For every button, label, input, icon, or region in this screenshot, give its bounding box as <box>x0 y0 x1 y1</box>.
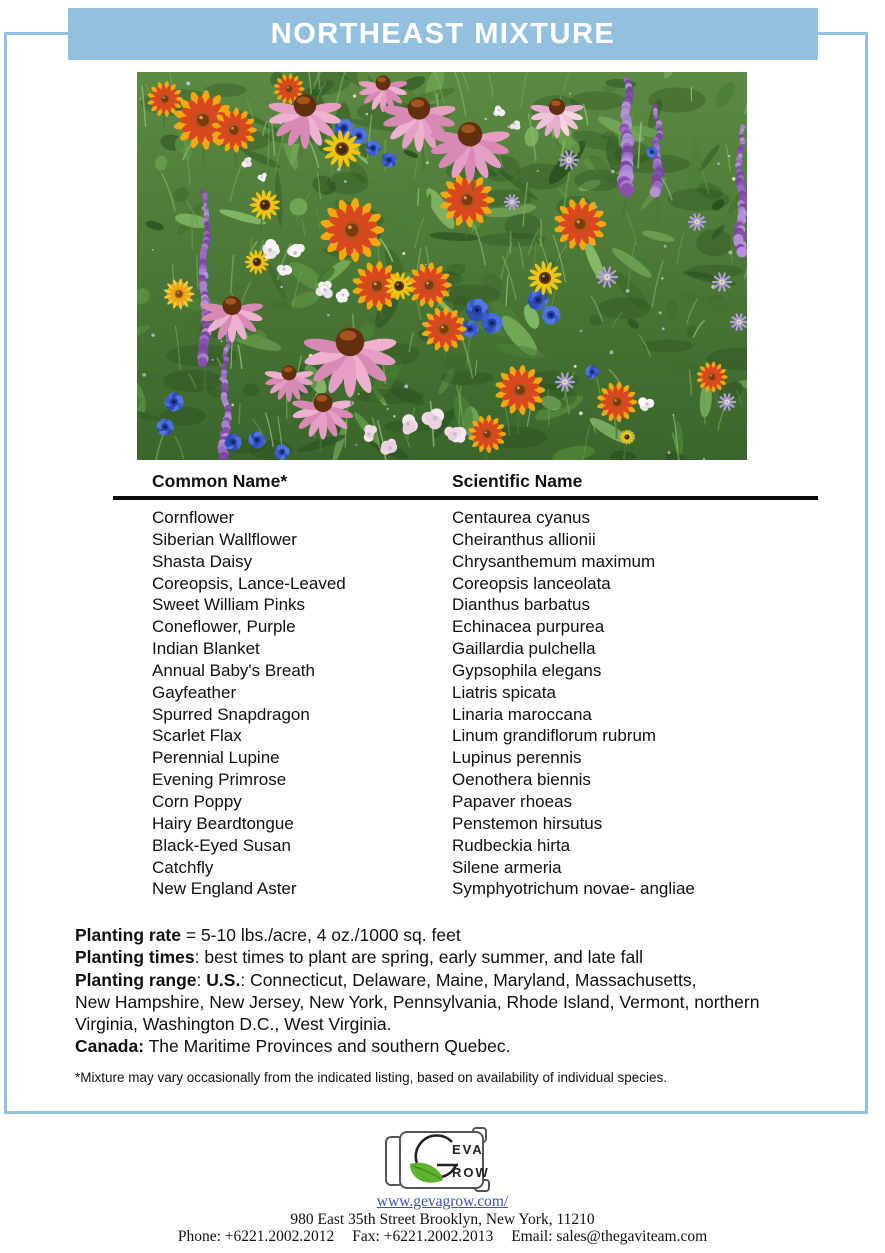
table-header-rule <box>113 496 818 500</box>
scientific-name-cell: Coreopsis lanceolata <box>452 573 611 593</box>
scientific-name-cell: Centaurea cyanus <box>452 508 590 527</box>
common-name-cell: Catchfly <box>152 857 214 877</box>
logo-text-eva: EVA <box>452 1142 484 1157</box>
address-line: 980 East 35th Street Brooklyn, New York, 11210 <box>290 1210 595 1228</box>
common-name-cell: Spurred Snapdragon <box>152 704 310 724</box>
scientific-name-cell: Gypsophila elegans <box>452 660 602 680</box>
common-name-cell: Annual Baby's Breath <box>152 660 315 680</box>
page-title: NORTHEAST MIXTURE <box>270 17 616 50</box>
common-name-cell: Perennial Lupine <box>152 748 280 768</box>
table-row <box>152 638 852 660</box>
species-table-body <box>152 507 852 900</box>
table-row <box>152 616 852 638</box>
phone-text: Phone: +6221.2002.2012 <box>177 1228 335 1245</box>
planting-line: New Hampshire, New Jersey, New York, Pennsylvania, Rhode Island, Vermont, northern <box>75 991 760 1012</box>
table-row <box>152 769 852 791</box>
planting-line: Canada: The Maritime Provinces and southern Quebec. <box>75 1036 511 1057</box>
common-name-cell: Evening Primrose <box>152 770 287 790</box>
table-row <box>152 725 852 747</box>
scientific-name-cell: Cheiranthus allionii <box>452 529 596 549</box>
planting-line: Planting times: best times to plant are spring, early summer, and late fall <box>75 947 644 968</box>
common-name-cell: Siberian Wallflower <box>152 529 297 549</box>
common-name-cell: Cornflower <box>152 508 235 527</box>
table-row <box>152 747 852 769</box>
common-name-cell: Coreopsis, Lance-Leaved <box>152 573 346 593</box>
wildflower-meadow-illustration <box>137 72 747 460</box>
table-row <box>152 594 852 616</box>
planting-line: Virginia, Washington D.C., West Virginia. <box>75 1014 392 1035</box>
common-name-cell: Coneflower, Purple <box>152 617 296 637</box>
page-title-banner <box>68 8 818 60</box>
common-name-cell: New England Aster <box>152 879 297 899</box>
scientific-name-cell: Linaria maroccana <box>452 704 592 724</box>
scientific-name-cell: Rudbeckia hirta <box>452 835 571 855</box>
table-row <box>152 813 852 835</box>
table-row <box>152 704 852 726</box>
logo-text-row: ROW <box>452 1165 490 1180</box>
common-name-cell: Scarlet Flax <box>152 726 242 746</box>
scientific-name-cell: Papaver rhoeas <box>452 791 573 811</box>
planting-line: Planting rate = 5-10 lbs./acre, 4 oz./1000 sq. feet <box>75 925 461 945</box>
scientific-name-cell: Symphyotrichum novae- angliae <box>452 879 695 899</box>
fax-text: Fax: +6221.2002.2013 <box>352 1228 494 1245</box>
common-name-cell: Shasta Daisy <box>152 551 253 571</box>
scientific-name-cell: Echinacea purpurea <box>452 617 605 637</box>
email-text: Email: sales@thegaviteam.com <box>511 1228 708 1245</box>
planting-line: Planting range: U.S.: Connecticut, Delaware, Maine, Maryland, Massachusetts, <box>75 969 697 990</box>
table-row <box>152 507 852 529</box>
disclaimer-note: *Mixture may vary occasionally from the indicated listing, based on availability of individual species. <box>75 1070 668 1085</box>
scientific-name-cell: Silene armeria <box>452 857 562 877</box>
common-name-cell: Gayfeather <box>152 682 237 702</box>
table-row <box>152 835 852 857</box>
scientific-name-cell: Gaillardia pulchella <box>452 639 596 659</box>
planting-info <box>75 924 875 1058</box>
scientific-name-cell: Lupinus perennis <box>452 748 582 768</box>
column-header-common-name: Common Name* <box>152 471 288 491</box>
table-row <box>152 573 852 595</box>
contact-line <box>0 1228 885 1246</box>
table-row <box>152 682 852 704</box>
gevagrow-logo <box>380 1125 510 1197</box>
footer <box>0 1193 885 1246</box>
common-name-cell: Indian Blanket <box>152 639 260 659</box>
scientific-name-cell: Penstemon hirsutus <box>452 813 603 833</box>
common-name-cell: Hairy Beardtongue <box>152 813 294 833</box>
table-row <box>152 857 852 879</box>
table-row <box>152 529 852 551</box>
column-header-scientific-name: Scientific Name <box>452 471 583 491</box>
scientific-name-cell: Chrysanthemum maximum <box>452 551 656 571</box>
common-name-cell: Corn Poppy <box>152 791 242 811</box>
scientific-name-cell: Oenothera biennis <box>452 770 591 790</box>
wildflower-photo <box>137 72 747 460</box>
scientific-name-cell: Liatris spicata <box>452 682 556 702</box>
scientific-name-cell: Linum grandiflorum rubrum <box>452 726 657 746</box>
table-row <box>152 791 852 813</box>
common-name-cell: Black-Eyed Susan <box>152 835 291 855</box>
table-row <box>152 878 852 900</box>
table-row <box>152 660 852 682</box>
table-row <box>152 551 852 573</box>
website-link[interactable]: www.gevagrow.com/ <box>376 1193 509 1210</box>
scientific-name-cell: Dianthus barbatus <box>452 595 590 615</box>
common-name-cell: Sweet William Pinks <box>152 595 306 615</box>
